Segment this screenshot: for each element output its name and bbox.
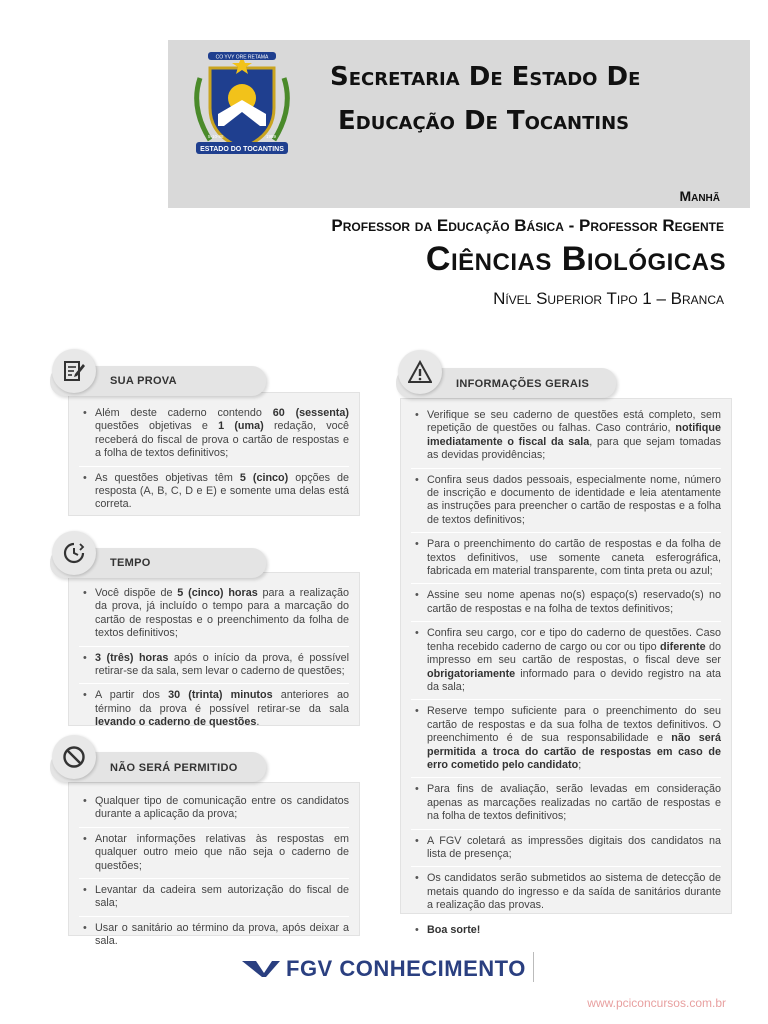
section-title-nao-permitido: NÃO SERÁ PERMITIDO [110,762,238,774]
list-item-emphasis: não será permitida a troca do cartão de respostas em caso de erro cometido pelo candidato [427,732,721,771]
exam-level: Nível Superior Tipo 1 – Branca [493,289,724,308]
footer-divider [533,952,534,982]
list-item [79,472,349,517]
warning-triangle-icon [408,360,432,384]
list-item-text: Para o preenchimento do cartão de respostas e da folha de textos definitivos, use somente caneta esferográfica, fabricada em material transparente, com tinta preta ou azul; [427,538,721,578]
list-item-text: após o início da prova, é possível retirar-se da sala, sem levar o caderno de questões; [95,651,349,678]
section-title-tempo: TEMPO [110,557,151,569]
fgv-logo [242,954,526,984]
list-item-text: Confira seus dados pessoais, especialmente nome, número de inscrição e documento de identidade e leia atentamente as instruções para preencher o cartão de respostas e a folha de textos definitivos; [427,473,721,526]
list-item [79,795,349,828]
list-item-emphasis: 1 (uma) [218,420,264,433]
list-nao-permitido [79,795,349,954]
list-item-emphasis: 3 (três) horas [95,651,169,664]
list-item [79,587,349,647]
crest-motto: CO YVY ORE RETAMA [215,54,269,61]
tab-icon-tempo [52,531,96,575]
list-item-text: Confira seu cargo, cor e tipo do caderno de questões. Caso tenha recebido caderno de cargo ou cor ou tipo [427,627,721,653]
list-item-text: As questões objetivas têm [95,471,240,484]
list-item [411,589,721,622]
list-item-emphasis: diferente [660,640,706,653]
panel-sua-prova [68,392,360,516]
exam-role: Professor da Educação Básica - Professor Regente [331,216,724,235]
list-item-text: . [256,716,260,729]
document-edit-icon [62,359,86,383]
list-item-emphasis: Boa sorte! [427,923,481,936]
list-item-emphasis: obrigatoriamente [427,667,516,680]
title-line-1: Secretaria De Estado De [330,62,641,92]
list-item [411,474,721,534]
section-title-sua-prova: SUA PROVA [110,375,177,387]
list-item-text: Anotar informações relativas às respostas em qualquer outro meio que não seja o caderno de questões; [95,832,349,872]
list-item [411,835,721,868]
list-item [79,884,349,917]
list-item-emphasis: 5 (cinco) horas [177,587,258,599]
exam-shift: Manhã [679,188,720,204]
crest-year-right: 1989 [266,134,277,139]
list-item-text: Verifique se seu caderno de questões está completo, sem repetição de questões ou falhas. Caso contrário, [427,409,721,435]
title-line-2: Educação De Tocantins [338,106,630,136]
list-item-emphasis: levando o caderno de questões [95,716,257,729]
list-item-text: Levantar da cadeira sem autorização do fiscal de sala; [95,884,349,910]
tocantins-crest-logo [188,48,296,160]
list-item-text: Qualquer tipo de comunicação entre os candidatos durante a aplicação da prova; [95,795,349,821]
watermark-url: www.pciconcursos.com.br [587,996,726,1010]
crest-banner: ESTADO DO TOCANTINS [200,146,284,153]
tab-icon-nao-permitido [52,735,96,779]
list-item-emphasis: 30 (trinta) minutos [168,689,273,702]
list-item [79,689,349,734]
list-item [411,783,721,829]
tab-icon-informacoes [398,350,442,394]
list-item-emphasis: 60 (sessenta) [272,407,349,419]
panel-nao-permitido [68,782,360,948]
list-item-text: Além deste caderno contendo [95,407,273,419]
prohibited-icon [62,745,86,769]
list-item [79,833,349,879]
list-item [411,538,721,584]
list-item-text: para a realização da prova, já incluído o tempo para a marcação do cartão de respostas e o preenchimento da folha de textos definitivos; [95,587,350,640]
list-item-text: Assine seu nome apenas no(s) espaço(s) reservado(s) no cartão de respostas e na folha de textos definitivos; [427,589,721,615]
crest-year-left: 5-10-88 [208,134,224,139]
list-item-text: Para fins de avaliação, serão levadas em consideração apenas as marcações realizadas no cartão de respostas e na folha de textos definitivos; [427,783,721,823]
panel-tempo [68,572,360,729]
list-item-text: informado para o devido registro na ata da sala; [427,667,721,693]
list-item-text: Reserve tempo suficiente para o preenchimento do seu cartão de respostas e da sua folha de textos definitivos. O preenchimento é de sua responsabilidade e [427,705,721,745]
list-item [79,922,349,954]
list-item [411,924,721,942]
list-item-text: Os candidatos serão submetidos ao sistema de detecção de metais quando do ingresso e da saída de sanitários durante a realização das provas. [427,872,721,912]
list-item [79,407,349,467]
list-item-text: A FGV coletará as impressões digitais dos candidatos na lista de presença; [427,834,721,860]
list-item-text: do impresso em seu cartão de respostas, o fiscal deve ser [427,640,721,667]
list-item [79,652,349,685]
list-item-emphasis: notifique imediatamente o fiscal da sala [427,422,721,448]
exam-subject: Ciências Biológicas [425,240,726,278]
list-item [411,705,721,778]
list-item-text: opções de resposta (A, B, C, D e E) e somente uma delas está correta. [95,471,349,511]
clock-icon [62,541,86,565]
panel-informacoes [400,398,732,936]
list-item-emphasis: 5 (cinco) [239,471,289,484]
list-item-text: questões objetivas e [95,420,219,433]
list-item [411,627,721,700]
list-sua-prova [79,407,349,517]
footer-brand: FGV CONHECIMENTO [286,956,526,981]
list-item-text: , para que sejam tomadas as devidas providências; [427,435,721,462]
list-item-text: anteriores ao término da prova é possível retirar-se da sala [95,689,349,715]
list-item-text: redação, você receberá do fiscal de prova o cartão de respostas e a folha de textos definitivos; [95,420,350,460]
list-item-text: Você dispõe de [95,587,178,599]
list-item-text: ; [578,758,582,771]
list-item-text: Usar o sanitário ao término da prova, após deixar a sala. [95,921,349,948]
list-item [411,409,721,469]
list-item [411,872,721,918]
list-item-text: A partir dos [95,689,169,702]
fgv-logo-mark-icon [242,959,280,979]
tab-icon-sua-prova [52,349,96,393]
list-informacoes [411,409,721,942]
list-tempo [79,587,349,735]
section-title-informacoes: INFORMAÇÕES GERAIS [456,378,590,390]
